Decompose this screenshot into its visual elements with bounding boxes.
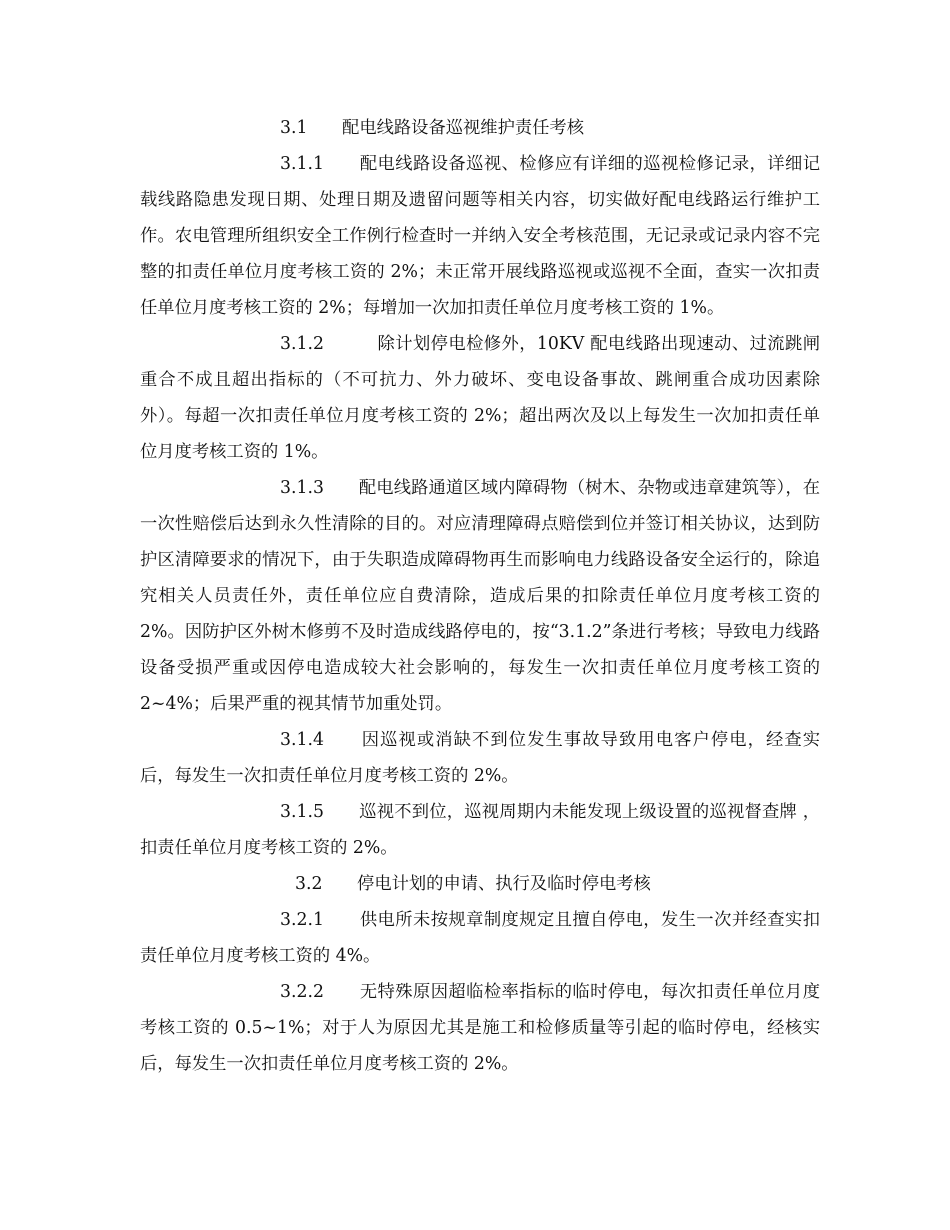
document-body bbox=[140, 110, 826, 1082]
section-heading-3-1: 3.1 配电线路设备巡视维护责任考核 bbox=[280, 118, 584, 138]
section-heading-3-2: 3.2 停电计划的申请、执行及临时停电考核 bbox=[295, 874, 651, 894]
paragraph-3-1-4: 3.1.4 因巡视或消缺不到位发生事故导致用电客户停电，经查实后，每发生一次扣责任单位月度考核工资的 2%。 bbox=[140, 730, 820, 786]
paragraph-3-1-5: 3.1.5 巡视不到位，巡视周期内未能发现上级设置的巡视督查牌 ，扣责任单位月度考核工资的 2%。 bbox=[140, 802, 820, 858]
paragraph-3-2-2: 3.2.2 无特殊原因超临检率指标的临时停电，每次扣责任单位月度考核工资的 0.5~1%；对于人为原因尤其是施工和检修质量等引起的临时停电，经核实后，每发生一次扣责任单位月度考核工资的 2%。 bbox=[140, 982, 820, 1074]
paragraph-3-1-2: 3.1.2 除计划停电检修外，10KV 配电线路出现速动、过流跳闸重合不成且超出指标的（不可抗力、外力破坏、变电设备事故、跳闸重合成功因素除外）。每超一次扣责任单位月度考核工资的 2%；超出两次及以上每发生一次加扣责任单位月度考核工资的 1%。 bbox=[140, 334, 820, 462]
paragraph-3-1-1: 3.1.1 配电线路设备巡视、检修应有详细的巡视检修记录，详细记载线路隐患发现日期、处理日期及遗留问题等相关内容，切实做好配电线路运行维护工作。农电管理所组织安全工作例行检查时一并纳入安全考核范围，无记录或记录内容不完整的扣责任单位月度考核工资的 2%；未正常开展线路巡视或巡视不全面，查实一次扣责任单位月度考核工资的 2%；每增加一次加扣责任单位月度考核工资的 1%。 bbox=[140, 154, 820, 318]
paragraph-3-1-3: 3.1.3 配电线路通道区域内障碍物（树木、杂物或违章建筑等），在一次性赔偿后达到永久性清除的目的。对应清理障碍点赔偿到位并签订相关协议，达到防护区清障要求的情况下，由于失职造成障碍物再生而影响电力线路设备安全运行的，除追究相关人员责任外，责任单位应自费清除，造成后果的扣除责任单位月度考核工资的 2%。因防护区外树木修剪不及时造成线路停电的，按“3.1.2”条进行考核；导致电力线路设备受损严重或因停电造成较大社会影响的，每发生一次扣责任单位月度考核工资的 2~4%；后果严重的视其情节加重处罚。 bbox=[140, 478, 826, 714]
paragraph-3-2-1: 3.2.1 供电所未按规章制度规定且擅自停电，发生一次并经查实扣责任单位月度考核工资的 4%。 bbox=[140, 910, 820, 966]
